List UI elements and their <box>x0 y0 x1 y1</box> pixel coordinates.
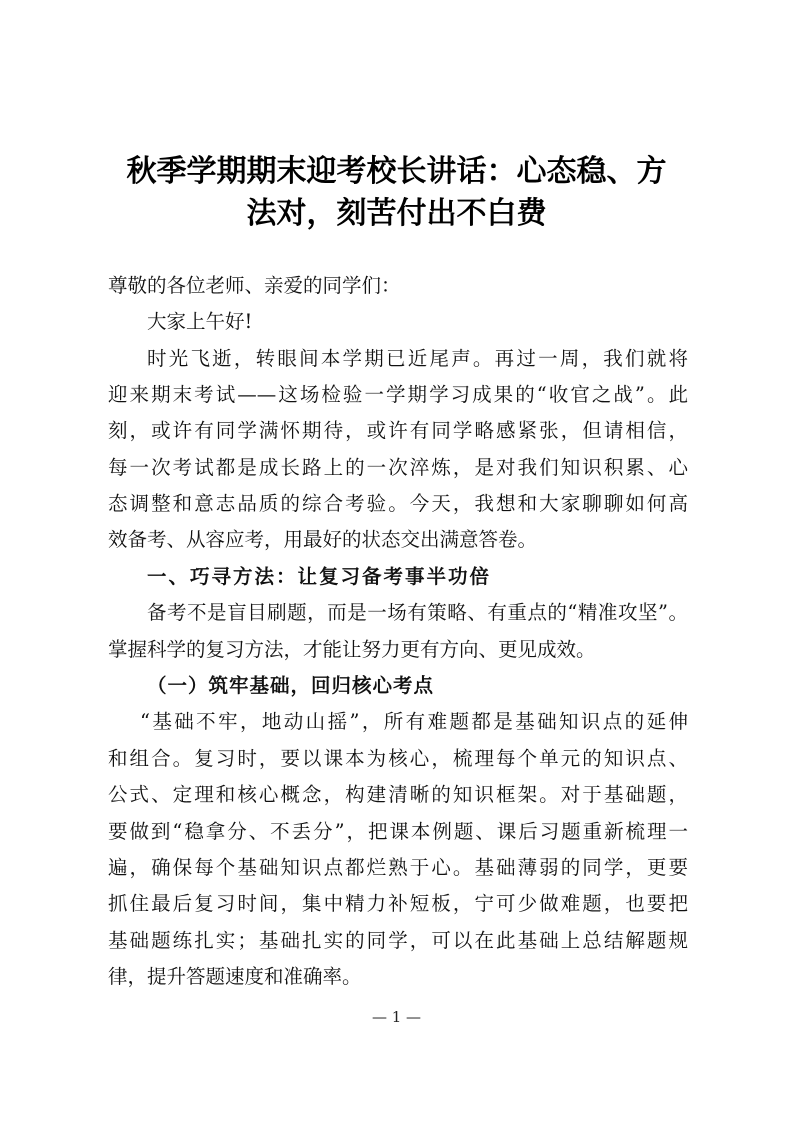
subsection-heading-1: （一）筑牢基础，回归核心考点 <box>147 674 435 697</box>
paragraph-3-line: “基础不牢，地动山摇”，所有难题都是基础知识点的延伸 <box>140 710 688 733</box>
greeting: 尊敬的各位老师、亲爱的同学们： <box>108 274 401 297</box>
paragraph-1-line: 迎来期末考试——这场检验一学期学习成果的“收官之战”。此 <box>108 383 688 406</box>
paragraph-1-line: 每一次考试都是成长路上的一次淬炼，是对我们知识积累、心 <box>108 456 688 479</box>
paragraph-3-line: 律，提升答题速度和准确率。 <box>108 965 362 988</box>
paragraph-3-line: 抓住最后复习时间，集中精力补短板，宁可少做难题，也要把 <box>108 892 688 915</box>
paragraph-1-line: 态调整和意志品质的综合考验。今天，我想和大家聊聊如何高 <box>108 492 688 515</box>
paragraph-1-line: 时光飞逝，转眼间本学期已近尾声。再过一周，我们就将 <box>147 347 688 370</box>
paragraph-2-line: 掌握科学的复习方法，才能让努力更有方向、更见成效。 <box>108 638 596 661</box>
paragraph-3-line: 基础题练扎实；基础扎实的同学，可以在此基础上总结解题规 <box>108 929 688 952</box>
section-heading-1: 一、巧寻方法：让复习备考事半功倍 <box>147 565 492 588</box>
paragraph-3-line: 要做到“稳拿分、不丢分”，把课本例题、课后习题重新梳理一 <box>108 820 688 843</box>
document-title-line-2: 法对，刻苦付出不白费 <box>246 196 547 231</box>
paragraph-1-line: 刻，或许有同学满怀期待，或许有同学略感紧张，但请相信， <box>108 419 688 442</box>
salutation: 大家上午好! <box>147 310 253 333</box>
paragraph-3-line: 和组合。复习时，要以课本为核心，梳理每个单元的知识点、 <box>108 747 688 770</box>
paragraph-1-line: 效备考、从容应考，用最好的状态交出满意答卷。 <box>108 528 538 551</box>
paragraph-2-line: 备考不是盲目刷题，而是一场有策略、有重点的“精准攻坚”。 <box>147 601 688 624</box>
paragraph-3-line: 公式、定理和核心概念，构建清晰的知识框架。对于基础题， <box>108 783 688 806</box>
page-number: — 1 — <box>371 1008 422 1026</box>
document-title-line-1: 秋季学期期末迎考校长讲话：心态稳、方 <box>126 154 667 189</box>
paragraph-3-line: 遍，确保每个基础知识点都烂熟于心。基础薄弱的同学，更要 <box>108 856 688 879</box>
